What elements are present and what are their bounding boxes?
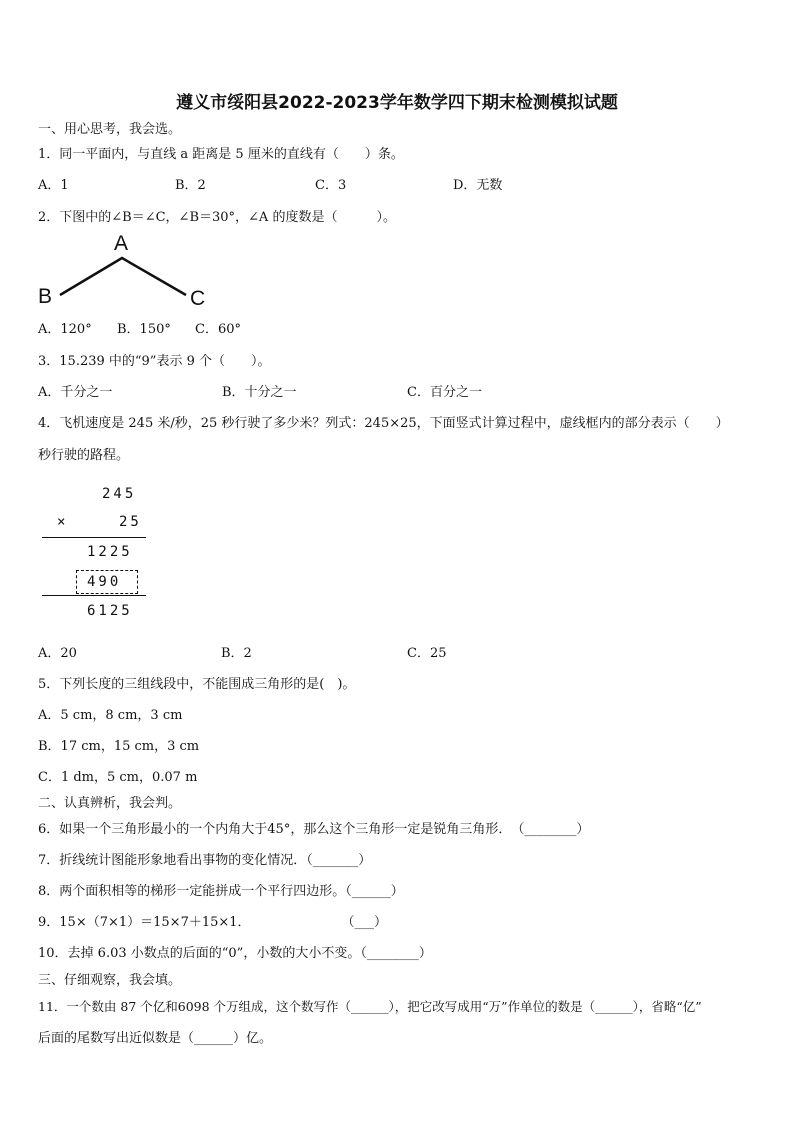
calc-rule-2 [42, 595, 146, 596]
calc-row-partial-1: 1225 [87, 544, 133, 560]
triangle-label-c: C [190, 287, 206, 310]
q2-option-a: A．120° [38, 322, 92, 337]
section-heading-fill: 三、仔细观察，我会填。 [38, 973, 182, 988]
q3-option-c: C．百分之一 [407, 385, 482, 400]
q2-option-b: B．150° [117, 322, 171, 337]
q4-option-c: C．25 [407, 646, 447, 661]
calc-rule-1 [42, 537, 146, 538]
question-6: 6．如果一个三角形最小的一个内角大于45°，那么这个三角形一定是锐角三角形． （________） [38, 822, 590, 837]
calc-times-sign: × [57, 514, 69, 530]
q1-option-d: D．无数 [453, 178, 503, 193]
question-4-line1: 4．飞机速度是 245 米/秒，25 秒行驶了多少米？列式：245×25，下面竖式计算过程中，虚线框内的部分表示（ ） [38, 416, 729, 431]
calc-row-product: 6125 [87, 603, 133, 619]
calc-row-multiplicand: 245 [102, 486, 137, 502]
question-4-line2: 秒行驶的路程。 [38, 448, 130, 463]
q2-option-c: C．60° [195, 322, 241, 337]
triangle-label-b: B [38, 285, 53, 308]
q1-option-a: A．1 [38, 178, 69, 193]
section-heading-judge: 二、认真辨析，我会判。 [38, 796, 182, 811]
triangle-label-a: A [114, 232, 129, 255]
question-10: 10．去掉 6.03 小数点的后面的“0”，小数的大小不变。（________） [38, 946, 432, 961]
question-8: 8．两个面积相等的梯形一定能拼成一个平行四边形。（______） [38, 884, 404, 899]
q1-option-c: C．3 [315, 178, 347, 193]
question-7: 7．折线统计图能形象地看出事物的变化情况．（_______） [38, 853, 372, 868]
q3-option-a: A．千分之一 [38, 385, 113, 400]
question-5: 5．下列长度的三组线段中，不能围成三角形的是( )。 [38, 677, 356, 692]
q5-option-c: C．1 dm，5 cm，0.07 m [38, 770, 198, 785]
question-1: 1．同一平面内，与直线 a 距离是 5 厘米的直线有（ ）条。 [38, 147, 404, 162]
q5-option-a: A．5 cm，8 cm，3 cm [38, 708, 183, 723]
q4-option-a: A．20 [38, 646, 77, 661]
q1-option-b: B．2 [175, 178, 206, 193]
question-11-line1: 11．一个数由 87 个亿和6098 个万组成，这个数写作（______），把它改写成用“万”作单位的数是（______），省略“亿” [38, 999, 702, 1014]
question-9: 9．15×（7×1）＝15×7＋15×1． （___） [38, 915, 388, 930]
q3-option-b: B．十分之一 [222, 385, 297, 400]
q5-option-b: B．17 cm，15 cm，3 cm [38, 739, 200, 754]
calc-row-multiplier: 25 [119, 514, 142, 530]
calc-row-partial-2: 490 [87, 574, 122, 590]
section-heading-choose: 一、用心思考，我会选。 [38, 122, 182, 137]
question-3: 3．15.239 中的“9”表示 9 个（ ）。 [38, 354, 271, 369]
question-2: 2．下图中的∠B＝∠C，∠B＝30°，∠A 的度数是（ ）。 [38, 210, 396, 225]
q4-option-b: B．2 [221, 646, 252, 661]
question-11-line2: 后面的尾数写出近似数是（______）亿。 [38, 1031, 273, 1046]
page-title: 遵义市绥阳县2022-2023学年数学四下期末检测模拟试题 [176, 93, 618, 113]
